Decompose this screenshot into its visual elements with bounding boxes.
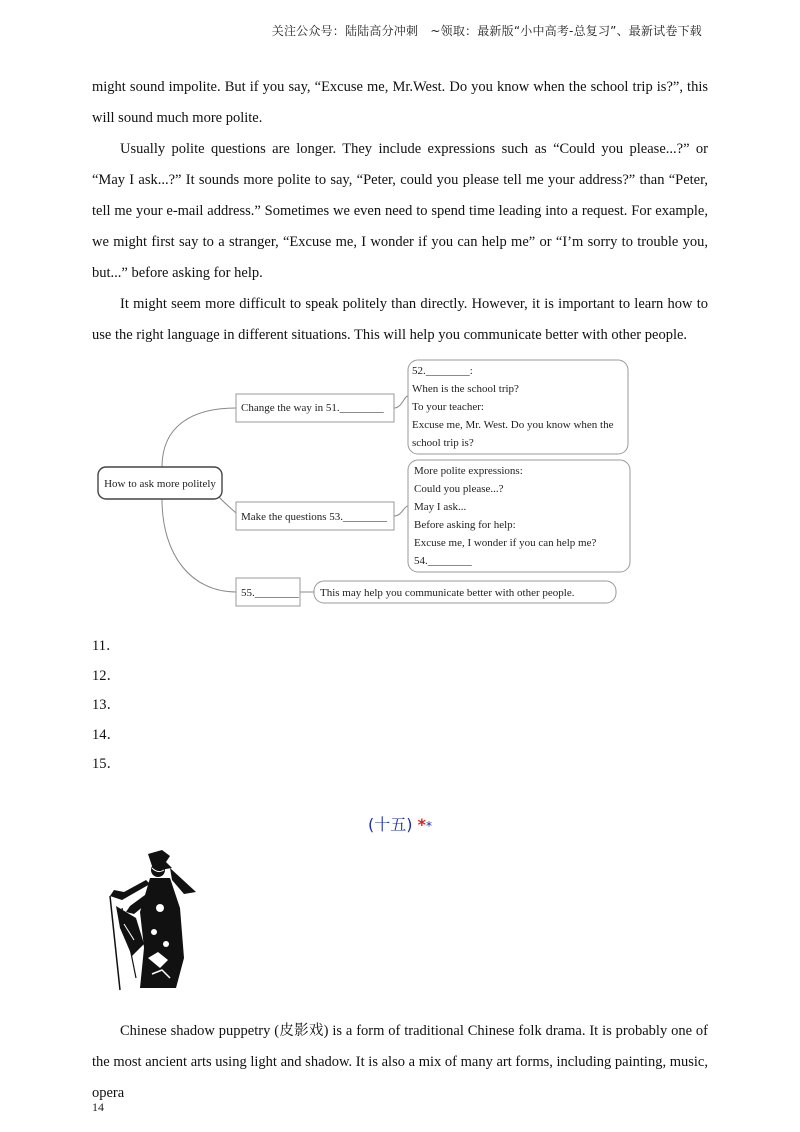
section-heading — [0, 812, 800, 835]
mind-map — [92, 356, 652, 612]
box3-label: This may help you communicate better with other people. — [320, 587, 575, 599]
shadow-puppet-image — [100, 848, 204, 992]
box1-line-3: To your teacher: — [412, 401, 484, 413]
page-header: 关注公众号：陆陆高分冲刺 ~领取：最新版“小中高考-总复习”、最新试卷下载 — [271, 24, 702, 38]
box2-line-6: 54.________ — [414, 555, 472, 567]
question-15: 15． — [92, 756, 121, 772]
page-number: 14 — [92, 1100, 104, 1114]
paragraph-2: Usually polite questions are longer. They include expressions such as “Could you please...?” or “May I ask...?” It sounds more polite to say, “Peter, could you please tell me your address?” than “Peter, tell me your e-mail address.” Sometimes we even need to spend time leading into a request. For example, we might first say to a stranger, “Excuse me, I wonder if you can help me” or “I’m sorry to trouble you, but...” before asking for help. — [92, 141, 708, 281]
passage-top — [92, 72, 708, 351]
question-11: 11． — [92, 638, 121, 654]
paragraph-1: might sound impolite. But if you say, “Excuse me, Mr.West. Do you know when the school trip is?”, this will sound much more polite. — [92, 79, 708, 126]
box1-line-2: When is the school trip? — [412, 383, 519, 395]
passage-bottom — [92, 1016, 708, 1109]
box2-line-1: More polite expressions: — [414, 465, 523, 477]
question-list — [92, 632, 121, 780]
difficulty-star-small: * — [425, 819, 432, 833]
branch-3-label: 55.________ — [241, 587, 299, 599]
difficulty-star: * — [417, 815, 426, 834]
question-12: 12． — [92, 667, 121, 684]
question-14: 14． — [92, 726, 121, 743]
paragraph-shadow-puppetry: Chinese shadow puppetry (皮影戏) is a form of traditional Chinese folk drama. It is probably one of the most ancient arts using light and shadow. It is also a mix of many art forms, including painting, music, opera — [92, 1023, 708, 1101]
question-13: 13． — [92, 697, 121, 713]
box1-line-1: 52.________: — [412, 365, 473, 377]
box2-line-3: May I ask... — [414, 501, 467, 513]
branch-2-label: Make the questions 53.________ — [241, 511, 388, 523]
box1-line-5: school trip is? — [412, 437, 474, 449]
section-title: (十五) — [368, 815, 413, 834]
root-label: How to ask more politely — [104, 478, 216, 490]
paragraph-3: It might seem more difficult to speak politely than directly. However, it is important to learn how to use the right language in different situations. This will help you communicate better with other people. — [92, 296, 708, 343]
box2-line-2: Could you please...? — [414, 483, 504, 495]
box2-line-4: Before asking for help: — [414, 519, 516, 531]
branch-1-label: Change the way in 51.________ — [241, 402, 384, 414]
box2-line-5: Excuse me, I wonder if you can help me? — [414, 537, 597, 549]
box1-line-4: Excuse me, Mr. West. Do you know when the — [412, 419, 614, 431]
